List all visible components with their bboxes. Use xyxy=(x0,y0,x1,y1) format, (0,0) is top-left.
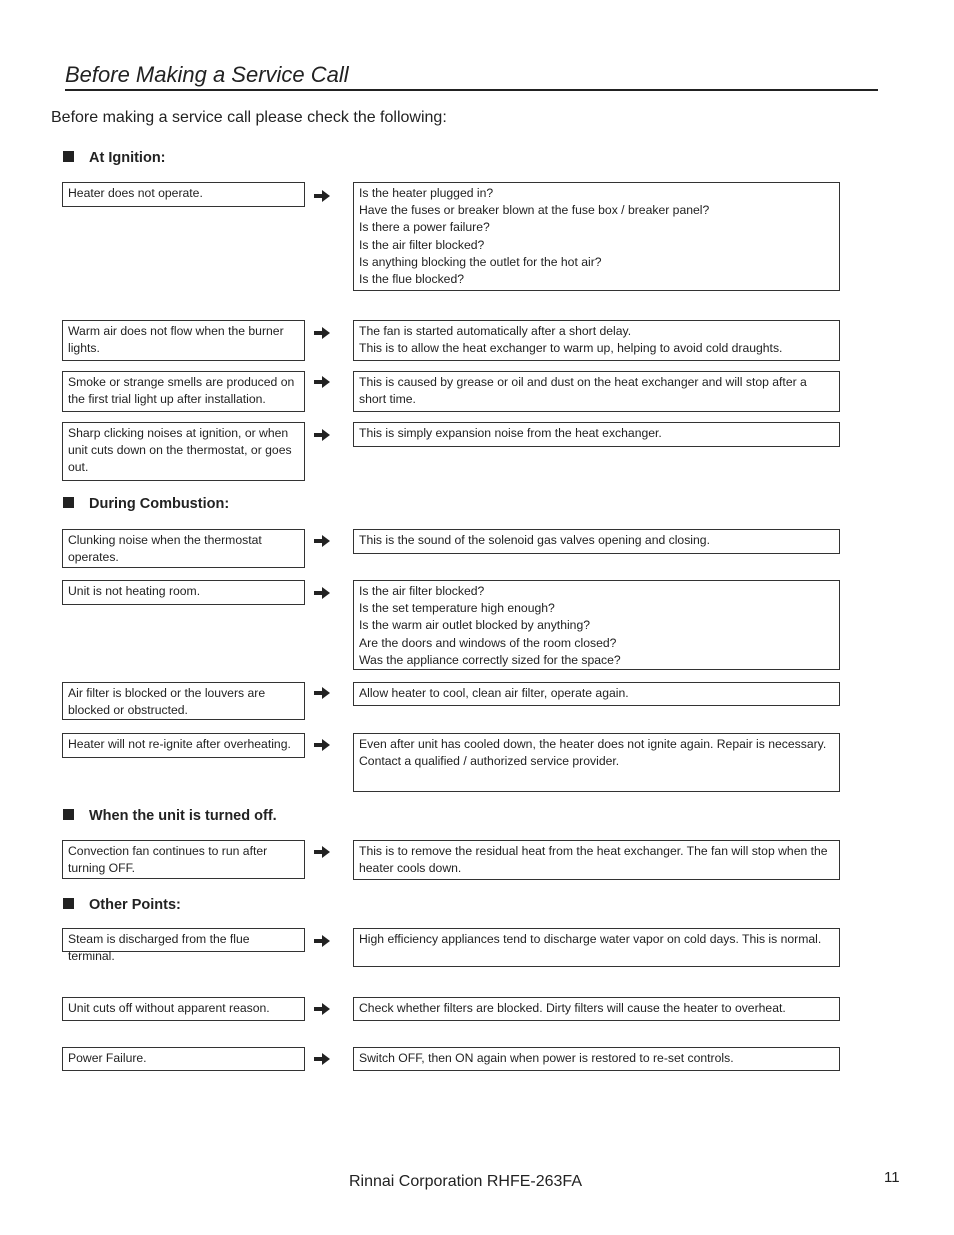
solution-box: This is caused by grease or oil and dust on the heat exchanger and will stop after a short time. xyxy=(353,371,840,412)
solution-box: Switch OFF, then ON again when power is restored to re-set controls. xyxy=(353,1047,840,1071)
problem-box: Steam is discharged from the flue terminal. xyxy=(62,928,305,952)
square-bullet-icon xyxy=(63,898,74,909)
problem-box: Clunking noise when the thermostat operates. xyxy=(62,529,305,568)
solution-box: Is the heater plugged in? Have the fuses or breaker blown at the fuse box / breaker panel? Is there a power failure? Is the air filter blocked? Is anything blocking the outlet for the hot air? Is the flue blocked? xyxy=(353,182,840,291)
intro-text: Before making a service call please check the following: xyxy=(51,109,447,126)
problem-box: Sharp clicking noises at ignition, or when unit cuts down on the thermostat, or goes out. xyxy=(62,422,305,481)
right-arrow-icon xyxy=(314,1053,330,1065)
section-heading-label: Other Points: xyxy=(89,897,181,913)
footer-text: Rinnai Corporation RHFE-263FA xyxy=(349,1173,582,1190)
problem-box: Convection fan continues to run after turning OFF. xyxy=(62,840,305,879)
page-title: Before Making a Service Call xyxy=(65,61,878,91)
square-bullet-icon xyxy=(63,809,74,820)
solution-box: Is the air filter blocked? Is the set temperature high enough? Is the warm air outlet blocked by anything? Are the doors and windows of the room closed? Was the appliance correctly sized for the space? xyxy=(353,580,840,670)
solution-box: Check whether filters are blocked. Dirty filters will cause the heater to overheat. xyxy=(353,997,840,1021)
right-arrow-icon xyxy=(314,846,330,858)
solution-box: This is the sound of the solenoid gas valves opening and closing. xyxy=(353,529,840,554)
problem-box: Unit is not heating room. xyxy=(62,580,305,605)
solution-box: Even after unit has cooled down, the heater does not ignite again. Repair is necessary. Contact a qualified / authorized service provider. xyxy=(353,733,840,792)
problem-box: Air filter is blocked or the louvers are blocked or obstructed. xyxy=(62,682,305,720)
problem-box: Unit cuts off without apparent reason. xyxy=(62,997,305,1021)
section-heading-other xyxy=(63,896,181,914)
solution-box: Allow heater to cool, clean air filter, operate again. xyxy=(353,682,840,706)
problem-box: Heater will not re-ignite after overheating. xyxy=(62,733,305,758)
problem-box: Heater does not operate. xyxy=(62,182,305,207)
right-arrow-icon xyxy=(314,1003,330,1015)
right-arrow-icon xyxy=(314,429,330,441)
right-arrow-icon xyxy=(314,587,330,599)
square-bullet-icon xyxy=(63,151,74,162)
right-arrow-icon xyxy=(314,687,330,699)
section-heading-turned-off xyxy=(63,807,277,825)
section-heading-ignition xyxy=(63,149,166,167)
solution-box: This is to remove the residual heat from the heat exchanger. The fan will stop when the heater cools down. xyxy=(353,840,840,880)
right-arrow-icon xyxy=(314,327,330,339)
right-arrow-icon xyxy=(314,535,330,547)
right-arrow-icon xyxy=(314,376,330,388)
section-heading-label: During Combustion: xyxy=(89,496,230,512)
section-heading-combustion xyxy=(63,495,229,513)
right-arrow-icon xyxy=(314,739,330,751)
solution-box: The fan is started automatically after a short delay. This is to allow the heat exchanger to warm up, helping to avoid cold draughts. xyxy=(353,320,840,361)
solution-box: This is simply expansion noise from the heat exchanger. xyxy=(353,422,840,447)
section-heading-label: When the unit is turned off. xyxy=(89,808,277,824)
section-heading-label: At Ignition: xyxy=(89,150,166,166)
problem-box: Power Failure. xyxy=(62,1047,305,1071)
page-number: 11 xyxy=(884,1169,900,1186)
problem-box: Warm air does not flow when the burner lights. xyxy=(62,320,305,361)
problem-box: Smoke or strange smells are produced on the first trial light up after installation. xyxy=(62,371,305,412)
right-arrow-icon xyxy=(314,935,330,947)
right-arrow-icon xyxy=(314,190,330,202)
square-bullet-icon xyxy=(63,497,74,508)
solution-box: High efficiency appliances tend to discharge water vapor on cold days. This is normal. xyxy=(353,928,840,967)
